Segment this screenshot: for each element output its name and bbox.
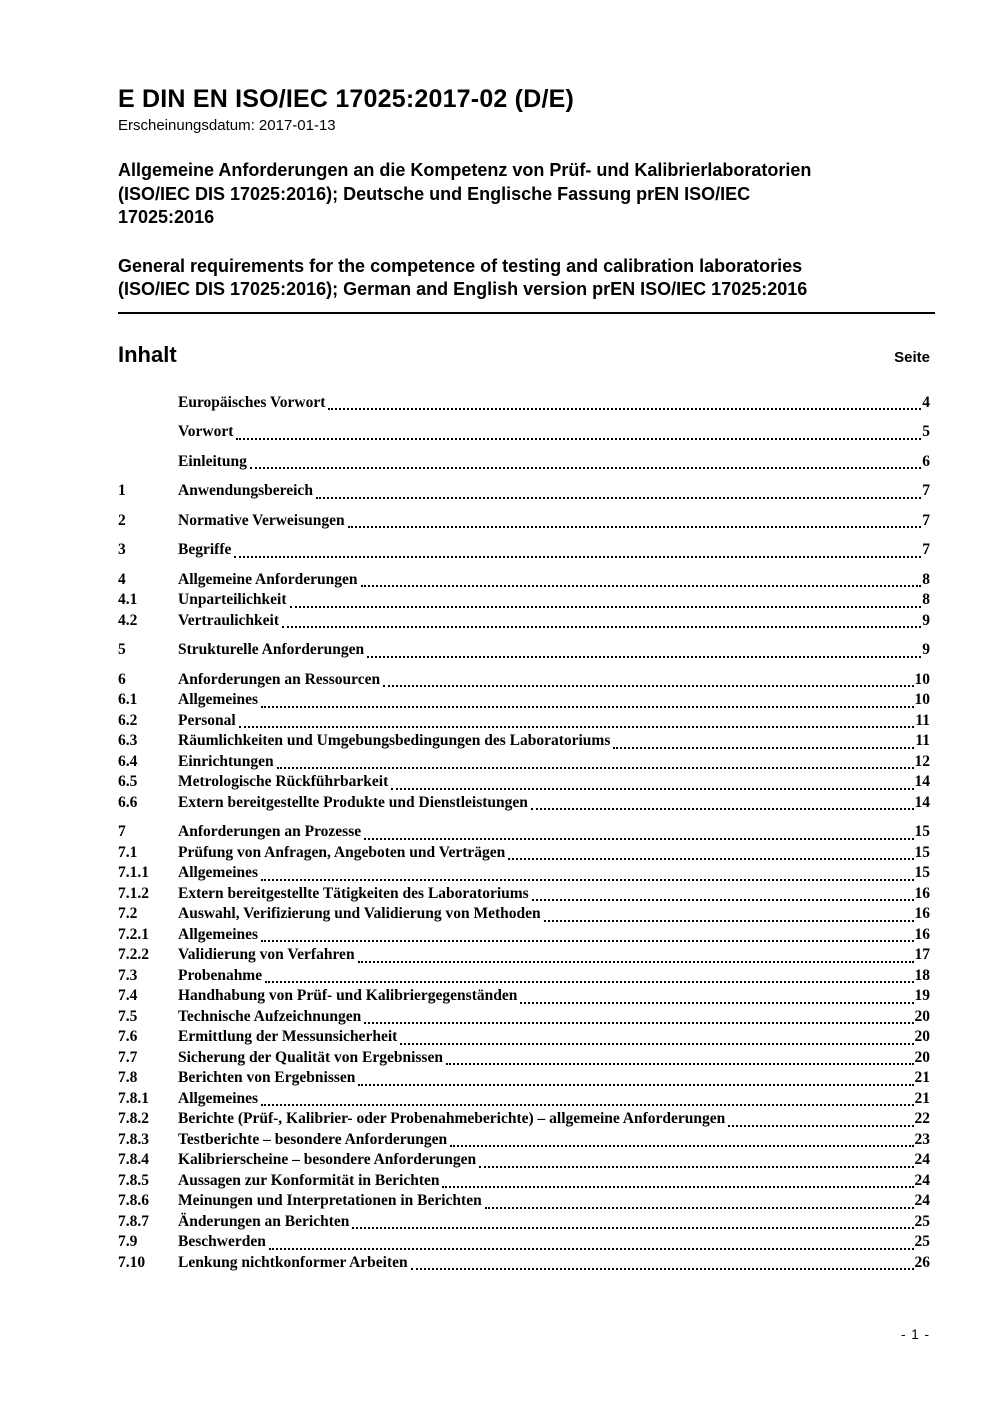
dot-leader <box>361 585 922 587</box>
toc-entry-number: 7.8.5 <box>118 1171 149 1189</box>
toc-entry-number: 7 <box>118 823 126 840</box>
dot-leader <box>277 767 914 769</box>
toc-entry-page: 16 <box>914 905 930 922</box>
toc-entry-title: Extern bereitgestellte Produkte und Dienstleistungen <box>178 793 528 811</box>
toc-entry-title: Sicherung der Qualität von Ergebnissen <box>178 1048 443 1066</box>
dot-leader <box>383 685 913 687</box>
toc-header-row <box>118 342 930 368</box>
toc-entry-title: Allgemeines <box>178 1089 259 1107</box>
title-english-line: (ISO/IEC DIS 17025:2016); German and English version prEN ISO/IEC 17025:2016 <box>118 279 808 299</box>
toc-entry-number: 3 <box>118 541 126 558</box>
toc-entry-page: 20 <box>914 1007 930 1025</box>
toc-entry <box>118 1008 930 1029</box>
toc-entry <box>118 612 930 633</box>
toc-entry-page: 6 <box>922 452 930 470</box>
toc-entry-title: Begriffe <box>178 541 232 558</box>
toc-entry-page: 24 <box>914 1192 930 1209</box>
toc-entry-page: 11 <box>915 711 930 729</box>
toc-entry <box>118 1028 930 1049</box>
toc-entry <box>118 864 930 885</box>
toc-entry-title: Allgemeines <box>178 925 259 943</box>
toc-entry-title: Validierung von Verfahren <box>178 946 355 963</box>
toc-entry <box>118 753 930 774</box>
document-title-german <box>118 159 935 230</box>
toc-entry-title: Unparteilichkeit <box>178 591 287 608</box>
toc-entry-number: 7.1 <box>118 843 138 861</box>
toc-entry <box>118 1049 930 1070</box>
dot-leader <box>265 981 913 983</box>
toc-entry-page: 9 <box>922 641 930 658</box>
toc-entry <box>118 671 930 692</box>
toc-entry-page: 7 <box>922 511 930 529</box>
dot-leader <box>532 899 914 901</box>
toc-entry-number: 7.8.4 <box>118 1151 149 1168</box>
toc-entry <box>118 1233 930 1254</box>
toc-entry <box>118 967 930 988</box>
dot-leader <box>358 961 914 963</box>
title-english-line: General requirements for the competence of testing and calibration laboratories <box>118 255 803 276</box>
toc-entry <box>118 641 930 662</box>
toc-entry <box>118 732 930 753</box>
toc-entry-title: Personal <box>178 711 236 729</box>
toc-entry-page: 19 <box>914 987 930 1004</box>
toc-entry <box>118 823 930 844</box>
toc-entry-title: Vorwort <box>178 423 234 440</box>
toc-entry-title: Ermittlung der Messunsicherheit <box>178 1028 398 1045</box>
title-german-line: (ISO/IEC DIS 17025:2016); Deutsche und Englische Fassung prEN ISO/IEC <box>118 183 751 204</box>
toc-entry-title: Vertraulichkeit <box>178 611 280 629</box>
toc-entry-number: 6.4 <box>118 752 138 770</box>
toc-entry-page: 9 <box>922 611 930 629</box>
dot-leader <box>316 497 921 499</box>
toc-entry-number: 1 <box>118 482 126 499</box>
toc-entry <box>118 691 930 712</box>
toc-entry-number: 7.3 <box>118 966 138 984</box>
toc-entry-page: 25 <box>914 1233 930 1250</box>
toc-entry-page: 4 <box>922 393 930 411</box>
toc-entry-number: 7.2.1 <box>118 925 149 943</box>
toc-entry <box>118 1069 930 1090</box>
dot-leader <box>400 1043 913 1045</box>
toc-entry-title: Änderungen an Berichten <box>178 1212 350 1230</box>
toc-entry <box>118 453 930 474</box>
toc-entry-page: 10 <box>914 691 930 708</box>
toc-entry <box>118 1110 930 1131</box>
toc-entry-page: 16 <box>914 884 930 902</box>
dot-leader <box>352 1227 913 1229</box>
toc-entry <box>118 571 930 592</box>
toc-entry-title: Anwendungsbereich <box>178 482 313 499</box>
toc-entry-page: 20 <box>914 1048 930 1066</box>
dot-leader <box>358 1084 913 1086</box>
toc-entry-page: 14 <box>914 773 930 790</box>
toc-entry-page: 5 <box>922 423 930 440</box>
toc-page-column-label: Seite <box>894 348 930 366</box>
toc-entry-title: Prüfung von Anfragen, Angeboten und Verträgen <box>178 843 506 861</box>
toc-entry-page: 8 <box>922 570 930 588</box>
toc-entry-title: Metrologische Rückführbarkeit <box>178 773 389 790</box>
dot-leader <box>544 920 914 922</box>
toc-entry-title: Handhabung von Prüf- und Kalibriergegenständen <box>178 987 518 1004</box>
toc-entry <box>118 1172 930 1193</box>
toc-entry-number: 6.1 <box>118 691 138 708</box>
document-title-english <box>118 255 935 302</box>
toc-entry-title: Technische Aufzeichnungen <box>178 1007 362 1025</box>
dot-leader <box>239 726 915 728</box>
dot-leader <box>450 1145 913 1147</box>
toc-entry-page: 12 <box>914 752 930 770</box>
toc-entry-number: 7.5 <box>118 1007 138 1025</box>
dot-leader <box>364 838 913 840</box>
toc-entry-number: 7.8 <box>118 1069 138 1086</box>
title-german-line: Allgemeine Anforderungen an die Kompetenz von Prüf- und Kalibrierlaboratorien <box>118 160 812 180</box>
toc-entry-title: Allgemeines <box>178 864 259 881</box>
toc-entry <box>118 394 930 415</box>
toc-entry-number: 7.1.2 <box>118 884 149 902</box>
toc-entry-number: 7.9 <box>118 1233 138 1250</box>
toc-entry-number: 7.4 <box>118 987 138 1004</box>
dot-leader <box>531 808 914 810</box>
toc-entry-number: 7.2 <box>118 905 138 922</box>
header-divider-rule <box>118 312 935 314</box>
toc-entry-title: Strukturelle Anforderungen <box>178 641 365 658</box>
toc-entry-page: 15 <box>914 823 930 840</box>
toc-entry-number: 7.8.1 <box>118 1089 149 1107</box>
toc-entry-number: 7.8.3 <box>118 1130 149 1148</box>
document-number: E DIN EN ISO/IEC 17025:2017-02 (D/E) <box>118 85 574 113</box>
publication-date: Erscheinungsdatum: 2017-01-13 <box>118 117 336 134</box>
dot-leader <box>520 1002 913 1004</box>
toc-entry-title: Kalibrierscheine – besondere Anforderungen <box>178 1151 477 1168</box>
toc-entry-number: 4.1 <box>118 591 138 608</box>
dot-leader <box>446 1063 914 1065</box>
toc-entry-number: 4 <box>118 570 126 588</box>
toc-entry-title: Lenkung nichtkonformer Arbeiten <box>178 1253 408 1271</box>
toc-entry-page: 23 <box>914 1130 930 1148</box>
toc-entry-page: 21 <box>914 1069 930 1086</box>
toc-entry <box>118 1131 930 1152</box>
dot-leader <box>282 626 921 628</box>
toc-entry-page: 26 <box>914 1253 930 1271</box>
toc-entry-number: 5 <box>118 641 126 658</box>
toc-entry-title: Allgemeines <box>178 691 259 708</box>
toc-entry-title: Allgemeine Anforderungen <box>178 570 358 588</box>
toc-entry <box>118 987 930 1008</box>
toc-entry-title: Europäisches Vorwort <box>178 393 326 411</box>
document-header <box>0 0 992 302</box>
toc-entry-number: 7.1.1 <box>118 864 149 881</box>
toc-entry <box>118 1213 930 1234</box>
dot-leader <box>479 1166 913 1168</box>
toc-entry-number: 2 <box>118 511 126 529</box>
toc-entry-number: 6 <box>118 670 126 688</box>
toc-entry-page: 7 <box>922 482 930 499</box>
dot-leader <box>261 706 913 708</box>
dot-leader <box>411 1268 914 1270</box>
toc-entry-title: Berichten von Ergebnissen <box>178 1069 356 1086</box>
toc-entry-number: 6.3 <box>118 732 138 749</box>
toc-entry-page: 24 <box>914 1151 930 1168</box>
dot-leader <box>364 1022 913 1024</box>
toc-entry-title: Beschwerden <box>178 1233 266 1250</box>
toc-entry-page: 8 <box>922 591 930 608</box>
toc-entry <box>118 423 930 444</box>
dot-leader <box>261 879 913 881</box>
dot-leader <box>348 526 922 528</box>
toc-entry-number: 7.8.6 <box>118 1192 149 1209</box>
toc-entry <box>118 926 930 947</box>
toc-entry <box>118 905 930 926</box>
toc-entry-title: Anforderungen an Ressourcen <box>178 670 381 688</box>
toc-entry-title: Normative Verweisungen <box>178 511 345 529</box>
toc-entry-title: Einrichtungen <box>178 752 274 770</box>
toc-entry-page: 17 <box>914 946 930 963</box>
toc-entry-number: 6.5 <box>118 773 138 790</box>
toc-entry-number: 4.2 <box>118 611 138 629</box>
toc-entry <box>118 885 930 906</box>
dot-leader <box>485 1207 914 1209</box>
toc-entry-title: Anforderungen an Prozesse <box>178 823 362 840</box>
toc-entry-number: 7.7 <box>118 1048 138 1066</box>
toc-entry-title: Räumlichkeiten und Umgebungsbedingungen des Laboratoriums <box>178 732 611 749</box>
dot-leader <box>236 438 921 440</box>
toc-entry <box>118 1192 930 1213</box>
toc-entry <box>118 482 930 503</box>
toc-entry <box>118 512 930 533</box>
toc-entry <box>118 773 930 794</box>
dot-leader <box>234 556 921 558</box>
dot-leader <box>442 1186 913 1188</box>
toc-entry <box>118 541 930 562</box>
toc-entry-number: 7.6 <box>118 1028 138 1045</box>
toc-entry-page: 15 <box>914 843 930 861</box>
toc-entry <box>118 946 930 967</box>
toc-entry <box>118 1090 930 1111</box>
dot-leader <box>328 408 921 410</box>
toc-entry-page: 24 <box>914 1171 930 1189</box>
toc-list <box>118 394 930 1275</box>
toc-entry <box>118 591 930 612</box>
toc-entry <box>118 1151 930 1172</box>
toc-entry-page: 7 <box>922 541 930 558</box>
toc-entry-title: Einleitung <box>178 452 247 470</box>
dot-leader <box>391 788 913 790</box>
toc-entry <box>118 844 930 865</box>
title-german-line: 17025:2016 <box>118 207 215 227</box>
dot-leader <box>290 606 922 608</box>
toc-entry-page: 15 <box>914 864 930 881</box>
toc-entry-page: 25 <box>914 1212 930 1230</box>
toc-entry-page: 16 <box>914 925 930 943</box>
dot-leader <box>261 1104 913 1106</box>
toc-entry <box>118 1254 930 1275</box>
dot-leader <box>269 1248 914 1250</box>
dot-leader <box>367 656 921 658</box>
toc-entry-number: 7.8.2 <box>118 1110 149 1127</box>
toc-entry-title: Meinungen und Interpretationen in Berichten <box>178 1192 482 1209</box>
toc-entry-title: Testberichte – besondere Anforderungen <box>178 1130 448 1148</box>
toc-entry-page: 10 <box>914 670 930 688</box>
dot-leader <box>613 747 914 749</box>
toc-entry-page: 22 <box>914 1110 930 1127</box>
toc-entry-number: 7.8.7 <box>118 1212 149 1230</box>
toc-entry <box>118 712 930 733</box>
toc-entry-number: 6.2 <box>118 711 138 729</box>
toc-entry-number: 7.2.2 <box>118 946 149 963</box>
toc-heading: Inhalt <box>118 341 177 367</box>
toc-entry-page: 21 <box>914 1089 930 1107</box>
toc-entry-page: 20 <box>914 1028 930 1045</box>
toc-entry-number: 7.10 <box>118 1253 146 1271</box>
dot-leader <box>508 858 913 860</box>
toc-entry-page: 11 <box>915 732 930 749</box>
page-number-footer: - 1 - <box>900 1327 930 1342</box>
toc-entry-title: Aussagen zur Konformität in Berichten <box>178 1171 440 1189</box>
dot-leader <box>728 1125 913 1127</box>
dot-leader <box>261 940 913 942</box>
toc-entry-title: Auswahl, Verifizierung und Validierung von Methoden <box>178 905 541 922</box>
toc-entry-page: 18 <box>914 966 930 984</box>
toc-entry-title: Extern bereitgestellte Tätigkeiten des Laboratoriums <box>178 884 529 902</box>
toc-entry <box>118 794 930 815</box>
toc-entry-title: Berichte (Prüf-, Kalibrier- oder Probenahmeberichte) – allgemeine Anforderungen <box>178 1110 726 1127</box>
toc-entry-page: 14 <box>914 793 930 811</box>
toc-entry-title: Probenahme <box>178 966 263 984</box>
dot-leader <box>250 467 921 469</box>
toc-entry-number: 6.6 <box>118 793 138 811</box>
